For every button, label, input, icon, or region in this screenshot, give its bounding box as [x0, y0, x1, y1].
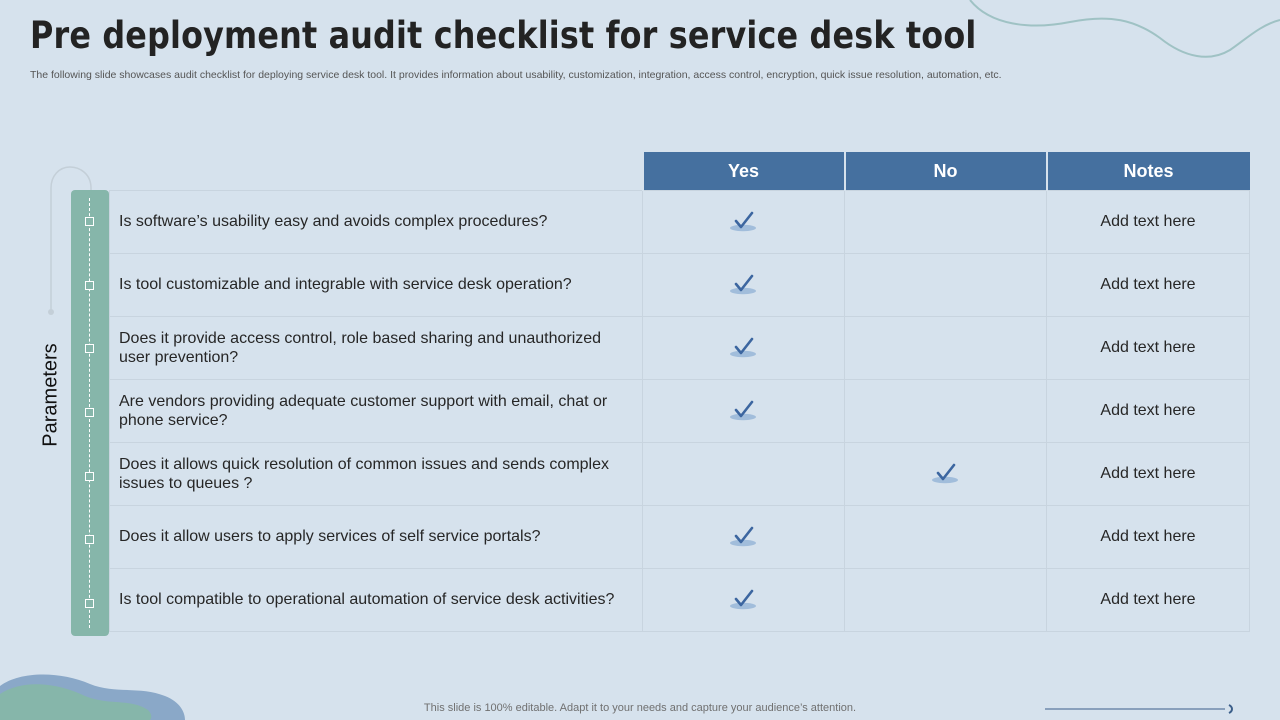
checkbox-icon	[85, 281, 94, 290]
checkbox-icon	[85, 217, 94, 226]
parameters-label-text: Parameters	[39, 343, 62, 447]
parameters-bar	[71, 190, 109, 636]
checkbox-icon	[85, 472, 94, 481]
checkbox-icon	[85, 408, 94, 417]
table-row	[110, 569, 1250, 632]
header-notes: Notes	[1047, 152, 1250, 191]
page-title: Pre deployment audit checklist for service desk tool	[30, 14, 977, 57]
no-cell	[845, 317, 1047, 380]
notes-cell: Add text here	[1047, 443, 1250, 506]
checkmark-icon	[730, 210, 758, 234]
notes-cell: Add text here	[1047, 191, 1250, 254]
question-cell: Does it provide access control, role based sharing and unauthorized user prevention?	[110, 317, 643, 380]
yes-cell	[643, 317, 845, 380]
checkmark-icon	[730, 399, 758, 423]
yes-cell	[643, 380, 845, 443]
question-cell: Is tool compatible to operational automation of service desk activities?	[110, 569, 643, 632]
question-cell: Does it allow users to apply services of self service portals?	[110, 506, 643, 569]
question-cell: Does it allows quick resolution of common issues and sends complex issues to queues ?	[110, 443, 643, 506]
table-header-row	[110, 152, 1250, 191]
checkmark-icon	[932, 462, 960, 486]
table-row	[110, 191, 1250, 254]
notes-cell: Add text here	[1047, 569, 1250, 632]
question-cell: Is software’s usability easy and avoids complex procedures?	[110, 191, 643, 254]
table-row	[110, 254, 1250, 317]
yes-cell	[643, 254, 845, 317]
checkmark-icon	[730, 336, 758, 360]
notes-cell: Add text here	[1047, 506, 1250, 569]
header-yes: Yes	[643, 152, 845, 191]
table-row	[110, 443, 1250, 506]
no-cell	[845, 569, 1047, 632]
checkbox-icon	[85, 344, 94, 353]
header-blank	[110, 152, 643, 191]
no-cell	[845, 254, 1047, 317]
yes-cell	[643, 569, 845, 632]
notes-cell: Add text here	[1047, 317, 1250, 380]
yes-cell	[643, 506, 845, 569]
footer-line-decoration	[1045, 704, 1235, 714]
no-cell	[845, 443, 1047, 506]
header-no: No	[845, 152, 1047, 191]
yes-cell	[643, 191, 845, 254]
no-cell	[845, 191, 1047, 254]
notes-cell: Add text here	[1047, 254, 1250, 317]
notes-cell: Add text here	[1047, 380, 1250, 443]
page-subtitle: The following slide showcases audit checklist for deploying service desk tool. It provides information about usability, customization, integration, access control, encryption, quick issue resolution, automation, etc.	[30, 69, 1002, 81]
checkmark-icon	[730, 588, 758, 612]
no-cell	[845, 506, 1047, 569]
question-cell: Is tool customizable and integrable with service desk operation?	[110, 254, 643, 317]
table-row	[110, 506, 1250, 569]
question-cell: Are vendors providing adequate customer support with email, chat or phone service?	[110, 380, 643, 443]
checklist-table	[109, 152, 1250, 632]
checkbox-icon	[85, 535, 94, 544]
decorative-wave-top	[960, 0, 1280, 70]
table-row	[110, 317, 1250, 380]
checkmark-icon	[730, 273, 758, 297]
checkbox-icon	[85, 599, 94, 608]
no-cell	[845, 380, 1047, 443]
table-row	[110, 380, 1250, 443]
yes-cell	[643, 443, 845, 506]
footer-note: This slide is 100% editable. Adapt it to your needs and capture your audience’s attention.	[423, 702, 857, 714]
checkmark-icon	[730, 525, 758, 549]
